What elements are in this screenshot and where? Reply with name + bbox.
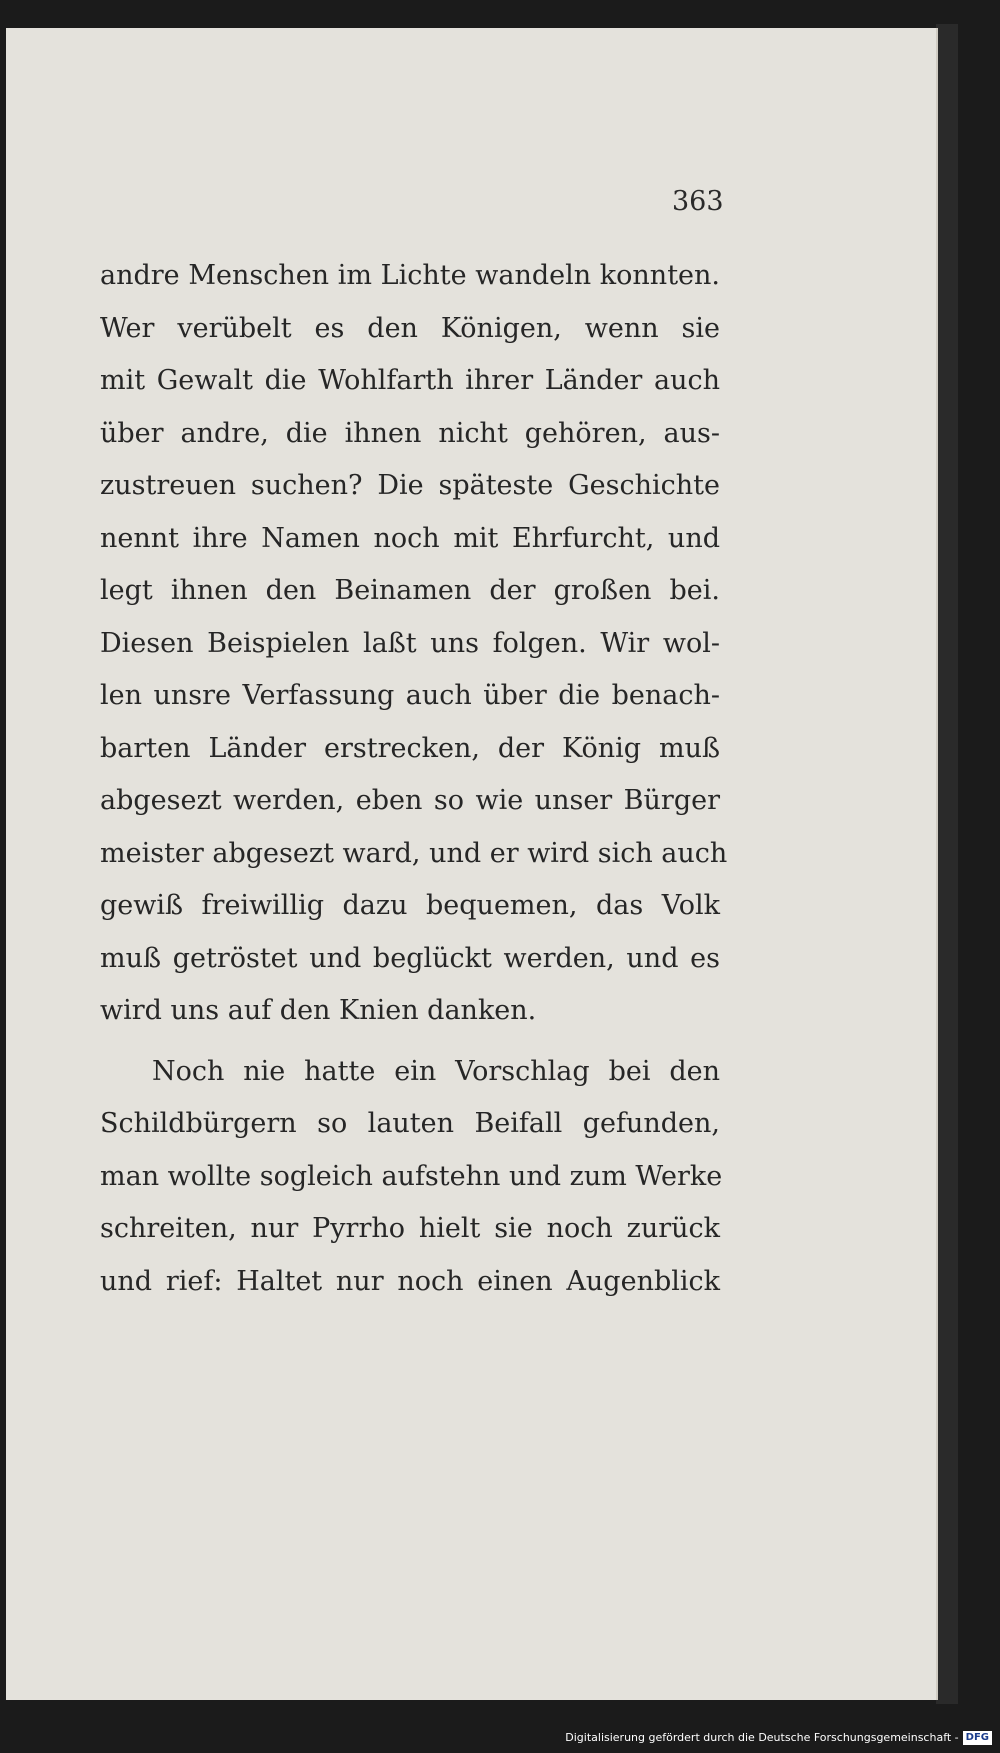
text-line: mit Gewalt die Wohlfarth ihrer Länder auch xyxy=(100,365,720,396)
text-line: wird uns auf den Knien danken. xyxy=(100,995,537,1026)
text-line: muß getröstet und beglückt werden, und es xyxy=(100,942,720,974)
footer-text: Digitalisierung gefördert durch die Deutsche Forschungsgemeinschaft - xyxy=(565,1731,959,1744)
text-line: meister abgesezt ward, und er wird sich auch xyxy=(100,837,728,869)
text-line: abgesezt werden, eben so wie unser Bürger xyxy=(100,785,720,816)
text-line: legt ihnen den Beinamen der großen bei. xyxy=(100,575,720,606)
text-line: nennt ihre Namen noch mit Ehrfurcht, und xyxy=(100,522,720,554)
text-line: und rief: Haltet nur noch einen Augenblick xyxy=(100,1265,720,1297)
text-line: barten Länder erstrecken, der König muß xyxy=(100,732,720,764)
body-text xyxy=(100,250,728,1308)
text-line: schreiten, nur Pyrrho hielt sie noch zurück xyxy=(100,1213,720,1244)
dfg-logo: DFG xyxy=(963,1731,992,1745)
page-number: 363 xyxy=(672,186,724,217)
text-line: Noch nie hatte ein Vorschlag bei den xyxy=(152,1055,720,1087)
page-edge xyxy=(936,24,958,1704)
digitization-footer xyxy=(565,1727,992,1749)
text-line: man wollte sogleich aufstehn und zum Werke xyxy=(100,1160,723,1192)
text-line: zustreuen suchen? Die späteste Geschichte xyxy=(100,470,720,501)
text-line: über andre, die ihnen nicht gehören, aus- xyxy=(100,417,720,449)
text-line: Diesen Beispielen laßt uns folgen. Wir wol- xyxy=(100,627,720,659)
text-line: Wer verübelt es den Königen, wenn sie xyxy=(100,312,720,344)
text-line: gewiß freiwillig dazu bequemen, das Volk xyxy=(100,890,720,921)
text-line: len unsre Verfassung auch über die benach- xyxy=(100,680,720,711)
text-line: andre Menschen im Lichte wandeln konnten. xyxy=(100,260,720,291)
text-line: Schildbürgern so lauten Beifall gefunden, xyxy=(100,1108,720,1139)
